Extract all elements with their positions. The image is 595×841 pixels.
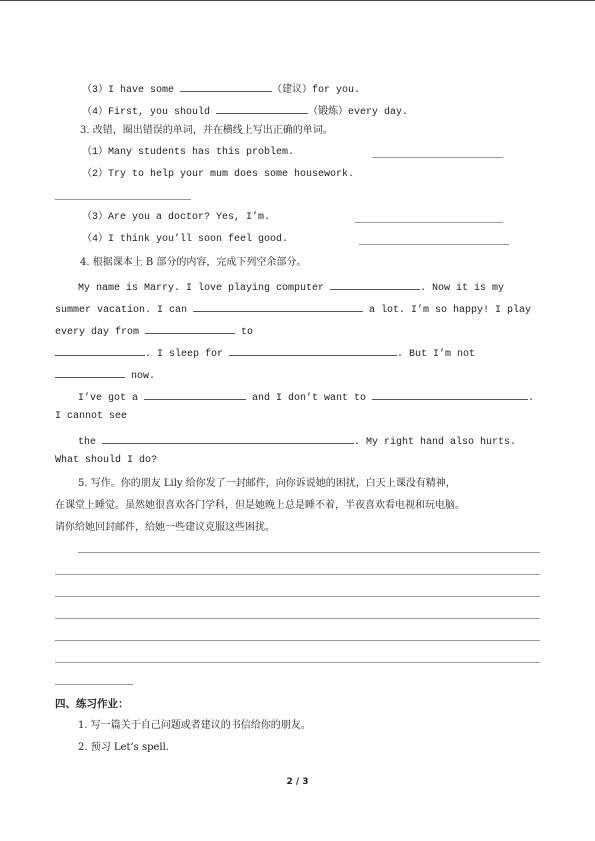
answer-blank[interactable]	[102, 432, 354, 444]
section-4-title: 4. 根据课本上 B 部分的内容，完成下列空余部分。	[80, 257, 307, 268]
correction-item-1: （1）Many students has this problem.	[82, 147, 295, 158]
answer-blank[interactable]	[229, 344, 397, 356]
answer-blank[interactable]	[55, 366, 125, 378]
passage-line: now.	[55, 366, 155, 384]
writing-line[interactable]	[78, 552, 540, 553]
writing-line[interactable]	[55, 640, 540, 641]
passage-line: summer vacation. I can a lot. I’m so happy! I play	[55, 300, 531, 318]
section-5-text: 请你给她回封邮件，给她一些建议克服这些困扰。	[55, 522, 275, 533]
passage-line: What should I do?	[55, 455, 158, 466]
item-text: （锻炼）every day.	[308, 107, 409, 118]
item-text: （3）I have some	[82, 85, 181, 96]
item-text: （4）First, you should	[82, 107, 217, 118]
writing-line[interactable]	[55, 618, 540, 619]
answer-blank[interactable]	[330, 278, 420, 290]
passage-line: My name is Marry. I love playing computer . Now it is my	[78, 278, 504, 296]
answer-blank[interactable]	[145, 322, 235, 334]
answer-line[interactable]	[55, 199, 191, 200]
page-number: 2 / 3	[286, 777, 309, 787]
correction-item-3: （3）Are you a doctor? Yes, I’m.	[82, 212, 271, 223]
answer-line[interactable]	[359, 244, 509, 245]
answer-blank[interactable]	[55, 344, 145, 356]
writing-line[interactable]	[55, 596, 540, 597]
passage-line: I cannot see	[55, 411, 128, 422]
writing-line[interactable]	[55, 574, 540, 575]
answer-blank[interactable]	[372, 388, 528, 400]
correction-item-4: （4）I think you’ll soon feel good.	[82, 234, 289, 245]
answer-line[interactable]	[355, 222, 503, 223]
answer-blank[interactable]	[144, 388, 246, 400]
section-5-text: 5. 写作。你的朋友 Lily 给你发了一封邮件，向你诉说她的困扰，白天上课没有精神，	[78, 478, 456, 489]
item-text: （建议）for you.	[272, 85, 361, 96]
writing-line[interactable]	[55, 684, 133, 685]
top-border	[0, 0, 595, 1]
passage-line: . I sleep for . But I’m not	[55, 344, 475, 362]
answer-line[interactable]	[372, 157, 503, 158]
answer-blank[interactable]	[193, 300, 363, 312]
homework-item: 2. 预习 Let’s spell.	[78, 742, 169, 753]
homework-item: 1. 写一篇关于自己问题或者建议的书信给你的朋友。	[78, 720, 311, 731]
passage-line: I’ve got a and I don’t want to .	[78, 388, 534, 406]
answer-blank[interactable]	[180, 80, 272, 92]
section-5-text: 在课堂上睡觉。虽然她很喜欢各门学科，但是她晚上总是睡不着，半夜喜欢看电视和玩电脑。	[55, 500, 465, 511]
answer-blank[interactable]	[216, 102, 308, 114]
section-3-title: 3. 改错，圈出错误的单词，并在横线上写出正确的单词。	[80, 125, 333, 136]
passage-line: every day from to	[55, 322, 253, 340]
correction-item-2: （2）Try to help your mum does some housework.	[82, 169, 355, 180]
section-four-heading: 四、练习作业：	[55, 698, 129, 710]
exercise-item-4	[82, 102, 408, 120]
passage-line: the . My right hand also hurts.	[78, 432, 516, 450]
exercise-item-3	[82, 80, 360, 98]
writing-line[interactable]	[55, 662, 540, 663]
